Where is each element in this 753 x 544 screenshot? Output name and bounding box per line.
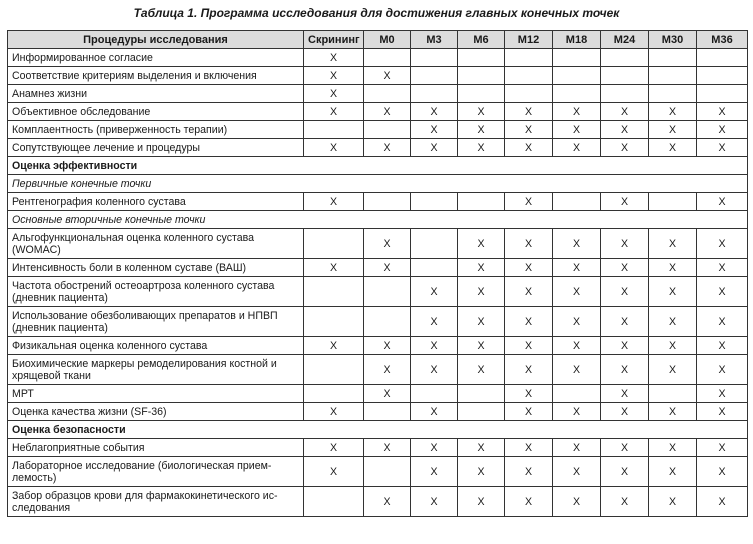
schedule-cell: X (458, 355, 505, 385)
schedule-cell (304, 385, 364, 403)
schedule-cell (411, 259, 458, 277)
schedule-cell (411, 229, 458, 259)
schedule-cell: X (553, 487, 601, 517)
schedule-cell (304, 277, 364, 307)
schedule-cell: X (411, 457, 458, 487)
schedule-cell (411, 49, 458, 67)
procedure-label: Биохимические маркеры ремоделирования костной и хрящевой ткани (8, 355, 304, 385)
schedule-cell (649, 49, 697, 67)
schedule-cell: X (505, 229, 553, 259)
schedule-cell: X (505, 355, 553, 385)
schedule-cell (364, 193, 411, 211)
column-header-visit: М24 (601, 31, 649, 49)
schedule-cell: X (411, 355, 458, 385)
schedule-cell: X (697, 307, 748, 337)
schedule-cell: X (553, 277, 601, 307)
procedure-label: Объективное обследование (8, 103, 304, 121)
schedule-cell: X (601, 259, 649, 277)
schedule-cell (697, 49, 748, 67)
schedule-cell: X (364, 355, 411, 385)
schedule-cell (304, 121, 364, 139)
schedule-cell: X (458, 121, 505, 139)
schedule-cell: X (458, 259, 505, 277)
procedure-label: Использование обезболивающих препаратов и НПВП (дневник пациента) (8, 307, 304, 337)
schedule-cell: X (505, 103, 553, 121)
schedule-cell: X (553, 103, 601, 121)
schedule-cell: X (553, 403, 601, 421)
schedule-cell: X (364, 103, 411, 121)
schedule-cell: X (364, 439, 411, 457)
procedure-label: Физикальная оценка коленного сустава (8, 337, 304, 355)
table-row (8, 403, 748, 421)
schedule-cell: X (364, 67, 411, 85)
schedule-cell: X (505, 139, 553, 157)
schedule-cell: X (304, 49, 364, 67)
schedule-cell: X (411, 277, 458, 307)
schedule-cell: X (649, 403, 697, 421)
schedule-cell: X (364, 337, 411, 355)
schedule-cell: X (649, 277, 697, 307)
schedule-cell: X (411, 403, 458, 421)
table-row (8, 139, 748, 157)
table-row (8, 385, 748, 403)
schedule-cell (553, 49, 601, 67)
schedule-cell: X (364, 487, 411, 517)
procedure-label: Анамнез жизни (8, 85, 304, 103)
procedure-label: Соответствие критериям выделения и включения (8, 67, 304, 85)
schedule-cell: X (411, 121, 458, 139)
table-row (8, 229, 748, 259)
schedule-cell: X (697, 355, 748, 385)
schedule-cell: X (364, 139, 411, 157)
schedule-cell: X (553, 337, 601, 355)
schedule-cell (304, 355, 364, 385)
schedule-cell (553, 193, 601, 211)
section-title: Оценка эффективности (8, 157, 748, 175)
section-header-row (8, 421, 748, 439)
schedule-cell: X (505, 457, 553, 487)
schedule-cell: X (304, 139, 364, 157)
header-row (8, 31, 748, 49)
procedure-label: Неблагоприятные события (8, 439, 304, 457)
schedule-cell: X (649, 355, 697, 385)
table-row (8, 259, 748, 277)
schedule-cell (553, 85, 601, 103)
column-header-visit: Скрининг (304, 31, 364, 49)
schedule-cell: X (601, 121, 649, 139)
schedule-cell: X (601, 439, 649, 457)
schedule-cell: X (553, 307, 601, 337)
schedule-cell: X (553, 439, 601, 457)
procedure-label: Лабораторное исследование (биологическая прием-лемость) (8, 457, 304, 487)
table-row (8, 457, 748, 487)
schedule-cell: X (553, 355, 601, 385)
table-caption: Таблица 1. Программа исследования для достижения главных конечных точек (133, 6, 620, 20)
schedule-cell: X (411, 439, 458, 457)
schedule-cell: X (304, 403, 364, 421)
schedule-cell (411, 67, 458, 85)
study-schedule-table (7, 30, 748, 517)
procedure-label: Забор образцов крови для фармакокинетического ис-следования (8, 487, 304, 517)
schedule-cell (364, 277, 411, 307)
schedule-cell: X (697, 439, 748, 457)
schedule-cell: X (601, 307, 649, 337)
schedule-cell: X (304, 85, 364, 103)
schedule-cell (697, 85, 748, 103)
section-title: Оценка безопасности (8, 421, 748, 439)
schedule-cell (304, 307, 364, 337)
schedule-cell (505, 67, 553, 85)
schedule-cell (601, 49, 649, 67)
schedule-cell: X (649, 337, 697, 355)
column-header-visit: М0 (364, 31, 411, 49)
schedule-cell: X (649, 103, 697, 121)
schedule-cell (411, 193, 458, 211)
schedule-cell: X (697, 277, 748, 307)
table-header (8, 31, 748, 49)
table-body (8, 49, 748, 517)
schedule-cell: X (697, 103, 748, 121)
schedule-cell: X (411, 337, 458, 355)
procedure-label: Частота обострений остеоартроза коленного сустава (дневник пациента) (8, 277, 304, 307)
schedule-cell: X (601, 277, 649, 307)
schedule-cell: X (601, 457, 649, 487)
table-row (8, 193, 748, 211)
schedule-cell: X (458, 307, 505, 337)
procedure-label: МРТ (8, 385, 304, 403)
schedule-cell (364, 457, 411, 487)
schedule-cell: X (601, 487, 649, 517)
table-row (8, 121, 748, 139)
column-header-visit: М30 (649, 31, 697, 49)
schedule-cell: X (649, 259, 697, 277)
table-row (8, 277, 748, 307)
schedule-cell: X (505, 439, 553, 457)
schedule-cell: X (505, 487, 553, 517)
schedule-cell: X (697, 193, 748, 211)
schedule-cell: X (364, 385, 411, 403)
schedule-cell (601, 85, 649, 103)
schedule-cell (601, 67, 649, 85)
schedule-cell (458, 67, 505, 85)
schedule-cell: X (304, 457, 364, 487)
column-header-visit: М12 (505, 31, 553, 49)
schedule-cell (458, 49, 505, 67)
column-header-procedures: Процедуры исследования (8, 31, 304, 49)
schedule-cell: X (553, 229, 601, 259)
table-row (8, 103, 748, 121)
schedule-cell: X (601, 139, 649, 157)
schedule-cell (458, 85, 505, 103)
schedule-cell: X (601, 103, 649, 121)
schedule-cell: X (697, 337, 748, 355)
procedure-label: Альгофункциональная оценка коленного сустава (WOMAC) (8, 229, 304, 259)
section-header-row (8, 157, 748, 175)
schedule-cell (458, 403, 505, 421)
schedule-cell (364, 85, 411, 103)
subsection-row (8, 211, 748, 229)
schedule-cell: X (505, 385, 553, 403)
table-row (8, 49, 748, 67)
schedule-cell (649, 193, 697, 211)
procedure-label: Сопутствующее лечение и процедуры (8, 139, 304, 157)
schedule-cell: X (458, 439, 505, 457)
schedule-cell: X (458, 229, 505, 259)
schedule-cell (458, 193, 505, 211)
schedule-cell: X (697, 121, 748, 139)
schedule-cell: X (601, 385, 649, 403)
schedule-cell (458, 385, 505, 403)
schedule-cell: X (553, 457, 601, 487)
schedule-cell: X (649, 307, 697, 337)
schedule-cell: X (505, 307, 553, 337)
schedule-cell (364, 49, 411, 67)
schedule-cell (697, 67, 748, 85)
table-row (8, 355, 748, 385)
schedule-cell (411, 85, 458, 103)
schedule-cell (649, 85, 697, 103)
subsection-row (8, 175, 748, 193)
schedule-cell: X (304, 193, 364, 211)
schedule-cell: X (601, 193, 649, 211)
schedule-cell: X (697, 139, 748, 157)
schedule-cell: X (649, 121, 697, 139)
schedule-cell: X (505, 277, 553, 307)
table-row (8, 487, 748, 517)
schedule-cell: X (697, 229, 748, 259)
schedule-cell (364, 403, 411, 421)
schedule-cell: X (649, 139, 697, 157)
table-row (8, 85, 748, 103)
schedule-cell: X (304, 439, 364, 457)
schedule-cell: X (505, 121, 553, 139)
schedule-cell: X (649, 457, 697, 487)
schedule-cell: X (458, 487, 505, 517)
procedure-label: Рентгенография коленного сустава (8, 193, 304, 211)
schedule-cell: X (411, 139, 458, 157)
subsection-title: Первичные конечные точки (8, 175, 748, 193)
schedule-cell: X (458, 337, 505, 355)
schedule-cell: X (601, 355, 649, 385)
table-row (8, 337, 748, 355)
schedule-cell (304, 487, 364, 517)
schedule-cell: X (601, 337, 649, 355)
schedule-cell: X (411, 487, 458, 517)
schedule-cell: X (649, 487, 697, 517)
schedule-cell: X (697, 487, 748, 517)
schedule-cell (649, 385, 697, 403)
schedule-cell: X (411, 307, 458, 337)
schedule-cell: X (649, 439, 697, 457)
schedule-cell: X (697, 403, 748, 421)
procedure-label: Информированное согласие (8, 49, 304, 67)
schedule-cell (364, 121, 411, 139)
column-header-visit: М36 (697, 31, 748, 49)
schedule-cell: X (697, 457, 748, 487)
schedule-cell (505, 85, 553, 103)
schedule-cell: X (697, 259, 748, 277)
schedule-cell: X (697, 385, 748, 403)
schedule-cell (364, 307, 411, 337)
procedure-label: Оценка качества жизни (SF-36) (8, 403, 304, 421)
schedule-cell: X (411, 103, 458, 121)
table-row (8, 307, 748, 337)
schedule-cell (649, 67, 697, 85)
schedule-cell (553, 385, 601, 403)
column-header-visit: М6 (458, 31, 505, 49)
column-header-visit: М18 (553, 31, 601, 49)
schedule-cell: X (458, 277, 505, 307)
schedule-cell: X (553, 259, 601, 277)
schedule-cell: X (601, 403, 649, 421)
schedule-cell: X (304, 337, 364, 355)
schedule-cell: X (304, 103, 364, 121)
schedule-cell: X (505, 403, 553, 421)
schedule-cell: X (553, 121, 601, 139)
schedule-cell: X (505, 337, 553, 355)
schedule-cell: X (364, 259, 411, 277)
procedure-label: Интенсивность боли в коленном суставе (ВАШ) (8, 259, 304, 277)
schedule-cell: X (458, 139, 505, 157)
schedule-cell (553, 67, 601, 85)
schedule-cell: X (505, 259, 553, 277)
schedule-cell: X (458, 103, 505, 121)
table-row (8, 67, 748, 85)
procedure-label: Комплаентность (приверженность терапии) (8, 121, 304, 139)
schedule-cell (304, 229, 364, 259)
schedule-cell: X (649, 229, 697, 259)
schedule-cell (411, 385, 458, 403)
schedule-cell: X (304, 259, 364, 277)
table-row (8, 439, 748, 457)
schedule-cell: X (304, 67, 364, 85)
schedule-cell: X (601, 229, 649, 259)
schedule-cell: X (458, 457, 505, 487)
schedule-cell: X (364, 229, 411, 259)
subsection-title: Основные вторичные конечные точки (8, 211, 748, 229)
schedule-cell: X (505, 193, 553, 211)
column-header-visit: М3 (411, 31, 458, 49)
schedule-cell: X (553, 139, 601, 157)
schedule-cell (505, 49, 553, 67)
